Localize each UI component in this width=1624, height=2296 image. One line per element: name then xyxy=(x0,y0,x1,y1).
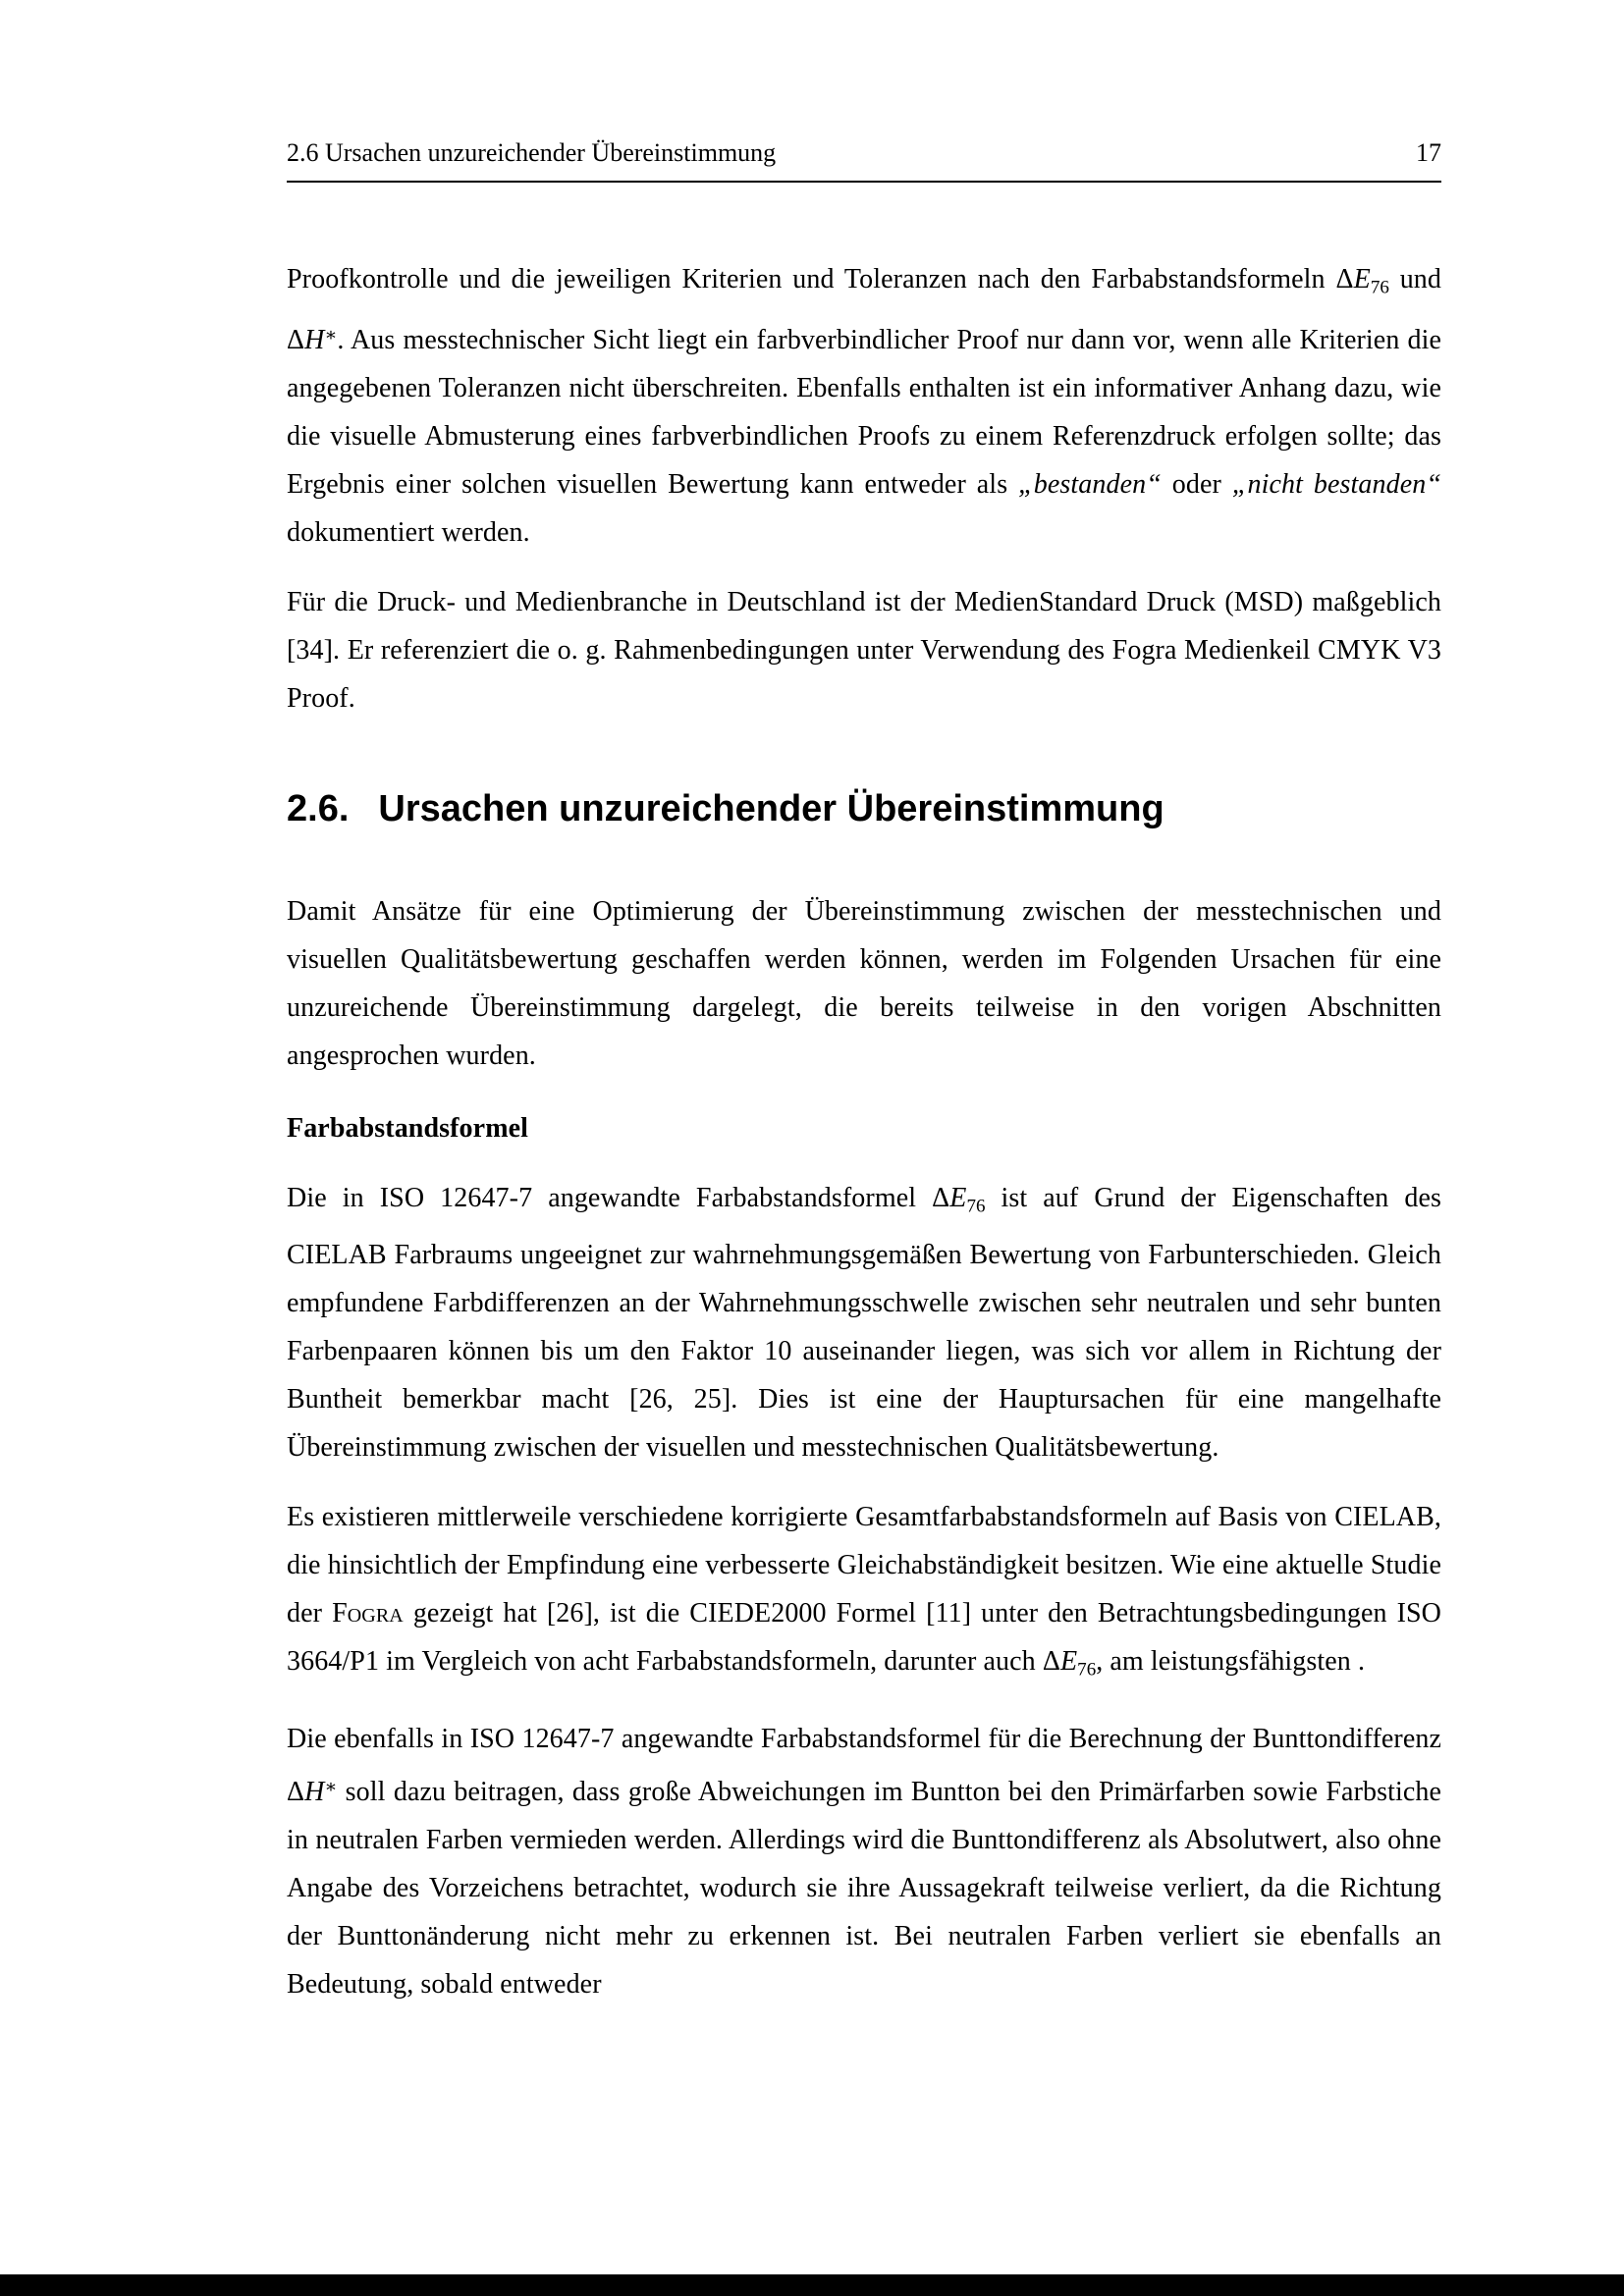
paragraph-bunttondifferenz xyxy=(287,1715,1441,2008)
section-title: Ursachen unzureichender Übereinstimmung xyxy=(378,788,1164,830)
paragraph-medienstandard xyxy=(287,578,1441,722)
text-run: E xyxy=(1353,264,1371,294)
text-run: Damit Ansätze für eine Optimierung der Übereinstimmung zwischen der messtechnischen und visuellen Qualitätsbewertung geschaffen werden können, werden im Folgenden Ursachen für eine unzureichende Übereinstimmung dargelegt, die bereits teilweise in den vorigen Abschnitten angesprochen wurden. xyxy=(287,896,1441,1072)
page-body xyxy=(287,255,1441,2008)
text-run: Die in ISO 12647-7 angewandte Farbabstandsformel Δ xyxy=(287,1183,950,1214)
text-run: H xyxy=(304,1776,325,1807)
paragraph-proofkontrolle xyxy=(287,255,1441,557)
section-heading xyxy=(287,787,1441,830)
text-run: Fogra xyxy=(332,1597,404,1629)
text-run: E xyxy=(1059,1645,1078,1677)
text-run: 76 xyxy=(1370,277,1389,298)
running-header xyxy=(287,137,1441,169)
text-run: 76 xyxy=(966,1196,986,1217)
text-run: soll dazu beitragen, dass große Abweichungen im Buntton bei den Primärfarben sowie Farbstiche in neutralen Farben vermieden werden. Allerdings wird die Bunttondifferenz als Absolutwert, also ohne Angabe des Vorzeichens betrachtet, wodurch sie ihre Aussagekraft teilweise verliert, da die Richtung der Bunttonänderung nicht mehr zu erkennen ist. Bei neutralen Farben verliert sie ebenfalls an Bedeutung, sobald entweder xyxy=(287,1776,1441,2000)
paragraph-gesamtfarbabstandsformeln xyxy=(287,1493,1441,1693)
text-run: oder xyxy=(1161,469,1232,501)
running-header-title: 2.6 Ursachen unzureichender Übereinstimmung xyxy=(287,138,777,167)
page-number: 17 xyxy=(1416,138,1441,167)
text-run: H xyxy=(304,325,325,356)
text-run: Für die Druck- und Medienbranche in Deutschland ist der MedienStandard Druck (MSD) maßgeblich [34]. Er referenziert die o. g. Rahmenbedingungen unter Verwendung des Fogra Medienkeil CMYK V3 Proof. xyxy=(287,587,1441,715)
header-rule xyxy=(287,181,1441,183)
text-run: ist auf Grund der Eigenschaften des CIELAB Farbraums ungeeignet zur wahrnehmungsgemäßen Bewertung von Farbunterschieden. Gleich empfundene Farbdifferenzen an der Wahrnehmungsschwelle zwischen sehr neutralen und sehr bunten Farbenpaaren können bis um den Faktor 10 auseinander liegen, was sich vor allem in Richtung der Buntheit bemerkbar macht [26, 25]. Dies ist eine der Hauptursachen für eine mangelhafte Übereinstimmung zwischen der visuellen und messtechnischen Qualitätsbewertung. xyxy=(287,1183,1441,1463)
text-run: „nicht bestanden“ xyxy=(1231,469,1441,501)
text-run: ∗ xyxy=(324,325,338,347)
text-run: Es existieren mittlerweile verschiedene korrigierte Gesamtfarbabstandsformeln auf Basis von CIELAB, die hinsichtlich der Empfindung eine verbesserte Gleichabständigkeit besitzen. Wie eine aktuelle Studie der xyxy=(287,1501,1441,1629)
text-run: „bestanden“ xyxy=(1018,469,1162,501)
text-run: Proofkontrolle und die jeweiligen Kriterien und Toleranzen nach den Farbabstandsformeln Δ xyxy=(287,264,1354,294)
paragraph-ansaetze xyxy=(287,887,1441,1080)
text-run: E xyxy=(949,1183,967,1214)
text-run: , am leistungsfähigsten . xyxy=(1096,1645,1366,1677)
subsection-heading: Farbabstandsformel xyxy=(287,1113,529,1145)
text-run: Die ebenfalls in ISO 12647-7 angewandte Farbabstandsformel für die Berechnung der Bunttondifferenz Δ xyxy=(287,1723,1441,1807)
text-run: und Δ xyxy=(287,264,1441,356)
paragraph-iso-12647 xyxy=(287,1174,1441,1470)
section-number: 2.6. xyxy=(287,788,350,830)
text-run: gezeigt hat [26], ist die CIEDE2000 Formel [11] unter den Betrachtungsbedingungen ISO 3664/P1 im Vergleich von acht Farbabstandsformeln, darunter auch Δ xyxy=(287,1597,1442,1677)
text-run: . Aus messtechnischer Sicht liegt ein farbverbindlicher Proof nur dann vor, wenn alle Kriterien die angegebenen Toleranzen nicht überschreiten. Ebenfalls enthalten ist ein informativer Anhang dazu, wie die visuelle Abmusterung eines farbverbindlichen Proofs zu einem Referenzdruck erfolgen sollte; das Ergebnis einer solchen visuellen Bewertung kann entweder als xyxy=(287,325,1441,501)
text-run: 76 xyxy=(1077,1658,1097,1680)
bottom-bar xyxy=(0,2274,1624,2296)
text-run: ∗ xyxy=(324,1776,338,1797)
text-run: dokumentiert werden. xyxy=(287,517,530,549)
